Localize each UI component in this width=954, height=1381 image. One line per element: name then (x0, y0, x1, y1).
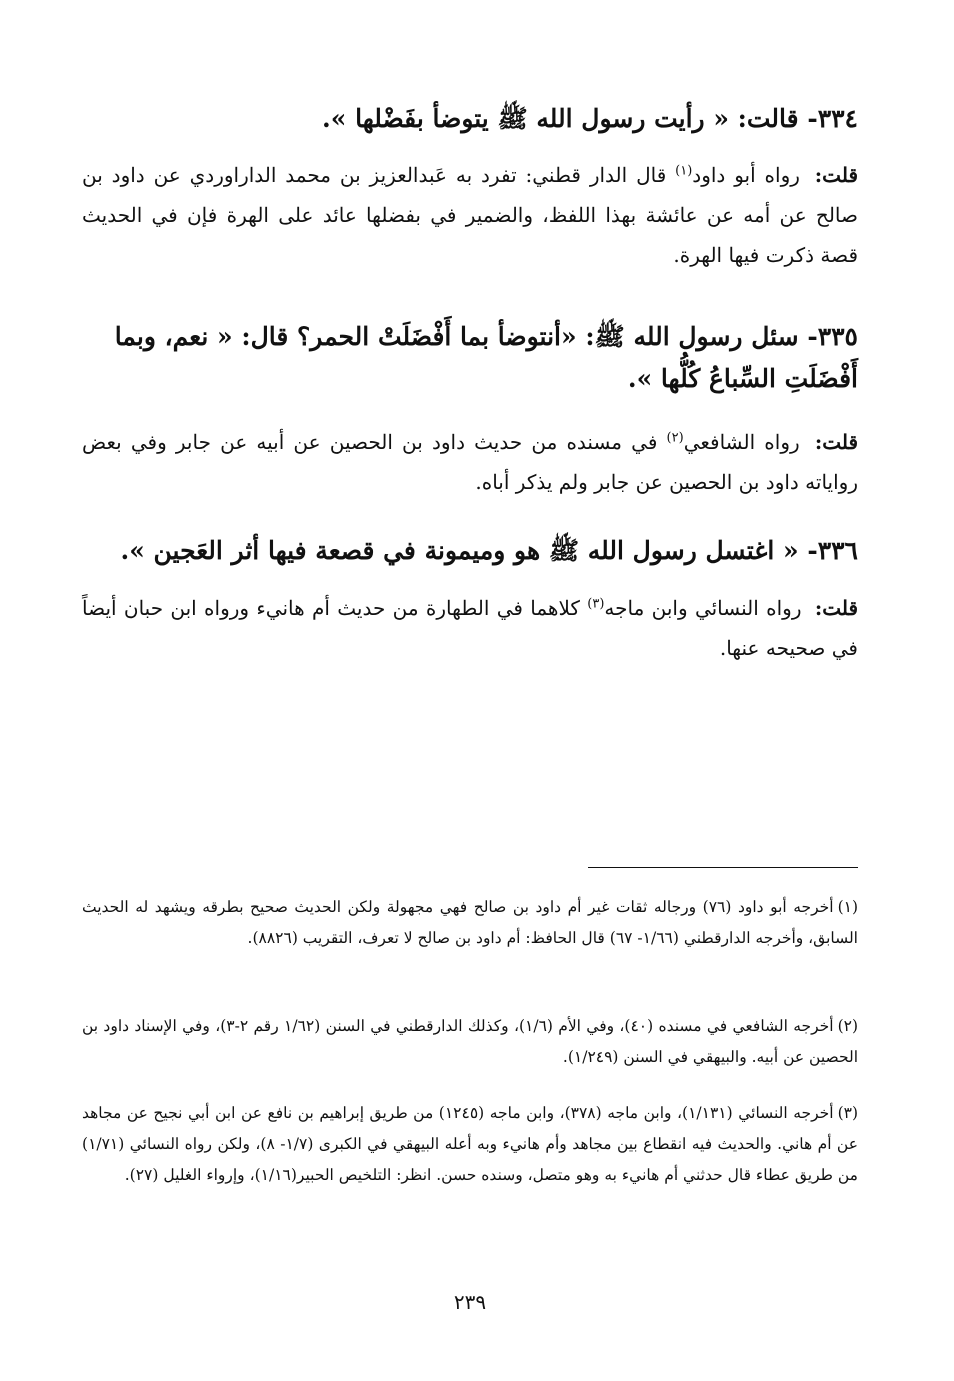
commentary-text: قال الدار قطني: تفرد به عَبدالعزيز بن محمد الداراوردي عن داود بن صالح عن أمه عن عائشة بهذا اللفظ، والضمير في بفضلها عائد على الهرة فإن في الحديث قصة ذكرت فيها الهرة. (82, 163, 858, 267)
footnote-ref: (٢) (666, 430, 684, 446)
entry-334: ٣٣٤- قالت: « رأيت رسول الله ﷺ يتوضأ بفَضْلها ». (322, 104, 858, 133)
commentary-text: رواه النسائي وابن ماجه (604, 596, 802, 620)
commentary-text: في مسنده من حديث داود بن الحصين عن أبيه عن جابر وفي بعض رواياته داود بن الحصين عن جابر ولم يذكر أباه. (82, 430, 858, 494)
footnote-text: أخرجه الشافعي في مسنده (٤٠)، وفي الأم (١/٦)، وكذلك الدارقطني في السنن (١/٦٢ رقم ٢-٣)، وفي الإسناد داود بن الحصين عن أبيه. والبيهقي في السنن (١/٢٤٩). (82, 1017, 858, 1066)
entry-335: ٣٣٥- سئل رسول الله ﷺ: «أنتوضأ بما أَفْضَلَتْ الحمر؟ قال: « نعم، وبما أَفْضَلَتِ السِّباعُ كُلُّها ». (114, 322, 858, 393)
footnote-ref: (١) (675, 163, 693, 179)
commentary-text: كلاهما في الطهارة من حديث أم هانيء ورواه ابن حبان أيضاً في صحيحه عنها. (82, 596, 858, 660)
footnote-2 (82, 1011, 858, 1073)
footnote-divider (588, 867, 858, 868)
footnote-3 (82, 1098, 858, 1191)
commentary-334 (82, 155, 858, 275)
footnote-mark: (٢) (837, 1017, 859, 1035)
commentary-336 (82, 588, 858, 668)
footnote-mark: (٣) (837, 1104, 859, 1122)
commentary-label: قلت: (814, 163, 858, 187)
footnote-text: أخرجه أبو داود (٧٦) ورجاله ثقات غير أم داود بن صالح فهي مجهولة ولكن الحديث صحيح بطرقه ويشهد له الحديث السابق، وأخرجه الدارقطني (١/٦٦- ٦٧) قال الحافظ: أم داود بن صالح لا تعرف، التقريب (٨٨٢٦). (82, 898, 858, 947)
commentary-label: قلت: (814, 430, 859, 454)
entry-336: ٣٣٦- « اغتسل رسول الله ﷺ هو وميمونة في قصعة فيها أثر العَجين ». (120, 536, 858, 565)
commentary-text: رواه الشافعي (683, 430, 800, 454)
commentary-335 (82, 422, 858, 502)
footnote-1 (82, 892, 858, 954)
page-number: ٢٣٩ (453, 1290, 487, 1314)
footnote-ref: (٣) (587, 596, 605, 612)
footnote-mark: (١) (837, 898, 859, 916)
page (82, 0, 858, 1381)
commentary-label: قلت: (814, 596, 859, 620)
commentary-text: رواه أبو داود (692, 163, 800, 187)
footnote-text: أخرجه النسائي (١/١٣١)، وابن ماجه (٣٧٨)، وابن ماجه (١٢٤٥) من طريق إبراهيم بن نافع عن ابن أبي نجيح عن مجاهد عن أم هاني. والحديث فيه انقطاع بين مجاهد وأم هانيء وبه أعله البيهقي في الكبرى (١/٧- ٨)، ولكن رواه النسائي (١/٧١) من طريق عطاء قال حدثني أم هانيء به وهو متصل، وسنده حسن. انظر: التلخيص الحبير(١/١٦)، وإرواء الغليل (٢٧). (82, 1104, 858, 1184)
